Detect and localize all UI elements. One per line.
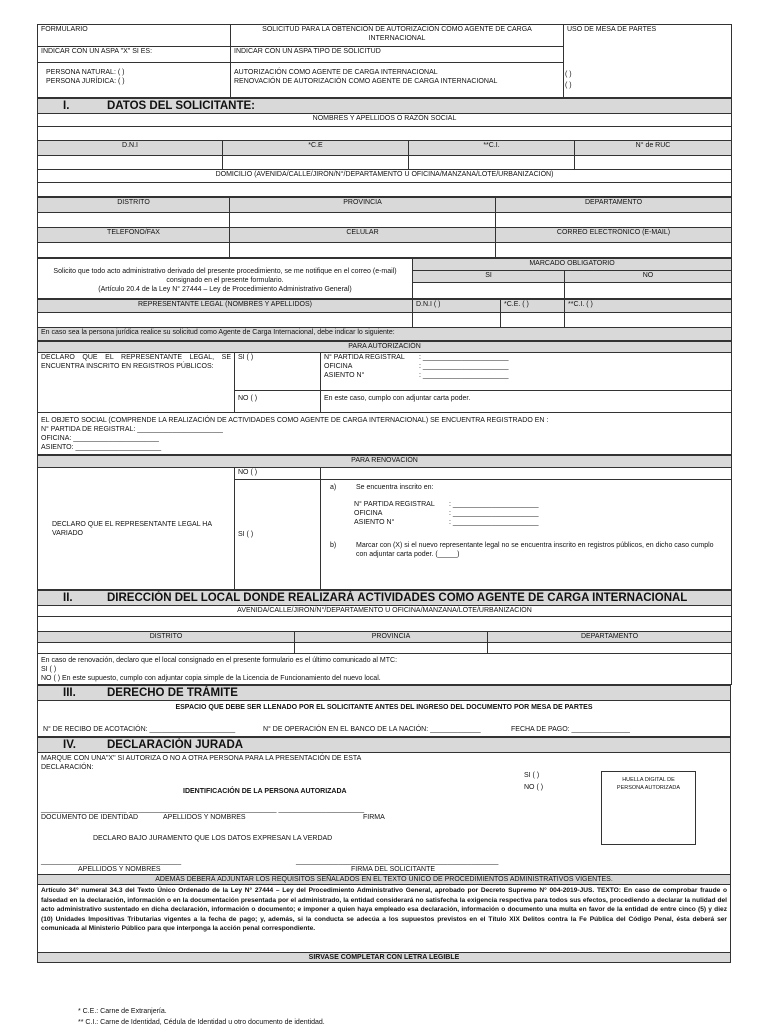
section-4-heading: IV. DECLARACIÓN JURADA	[38, 738, 731, 753]
departamento-label: DEPARTAMENTO	[496, 198, 732, 213]
correo-label: CORREO ELECTRÓNICO (E-MAIL)	[496, 228, 732, 243]
a-label: a)	[330, 484, 337, 491]
s2-departamento-field[interactable]	[488, 643, 732, 654]
renovacion-table	[37, 455, 732, 590]
obj-asiento-field[interactable]: ASIENTO: ______________________	[41, 444, 162, 451]
obj-oficina-field[interactable]: OFICINA: ______________________	[41, 435, 159, 442]
s4-si-checkbox[interactable]: SI ( )	[524, 772, 540, 779]
renov-asiento-label: ASIENTO N°	[354, 519, 395, 526]
section-3-heading: III. DERECHO DE TRÁMITE	[38, 686, 731, 701]
s2-provincia-label: PROVINCIA	[295, 632, 488, 643]
carta-poder-text: En este caso, cumplo con adjuntar carta poder.	[321, 391, 732, 413]
renov-oficina-field[interactable]: : ______________________	[449, 510, 539, 517]
s3-body	[38, 701, 731, 737]
autorizacion-table	[37, 341, 732, 455]
renov-si-checkbox[interactable]: SI ( )	[235, 480, 321, 590]
section-1-heading: I. DATOS DEL SOLICITANTE:	[38, 99, 732, 114]
ruc-label: N° de RUC	[575, 141, 732, 156]
persona-natural-checkbox[interactable]: PERSONA NATURAL: ( )	[46, 69, 125, 76]
operacion-field[interactable]: N° DE OPERACIÓN EN EL BANCO DE LA NACIÓN: _____________	[263, 726, 481, 733]
rep-ci-field[interactable]	[565, 313, 732, 328]
notif-no-field[interactable]	[565, 283, 732, 299]
tipo-renovacion-checkbox[interactable]: ( )	[565, 82, 572, 89]
ce-label: *C.E	[223, 141, 409, 156]
distrito-label: DISTRITO	[38, 198, 230, 213]
huella-box[interactable]: HUELLA DIGITAL DE PERSONA AUTORIZADA	[601, 771, 696, 845]
s4-marque-text: MARQUE CON UNA"X" SI AUTORIZA O NO A OTRA PERSONA PARA LA PRESENTACIÓN DE ESTA DECLARACIÓN:	[41, 755, 361, 771]
auth-no-checkbox[interactable]: NO ( )	[235, 391, 321, 413]
s2-distrito-field[interactable]	[38, 643, 295, 654]
domicilio-field[interactable]	[38, 183, 732, 197]
s4-firma-label: FIRMA	[363, 814, 385, 821]
s4-body	[38, 753, 731, 875]
s4-declaro-text: DECLARO BAJO JURAMENTO QUE LOS DATOS EXPRESAN LA VERDAD	[93, 835, 333, 842]
rep-ce-checkbox[interactable]: *C.E. ( )	[501, 300, 565, 313]
s4-apellidos2-label: APELLIDOS Y NOMBRES	[78, 866, 161, 873]
s4-doc-identidad-label: DOCUMENTO DE IDENTIDAD	[41, 814, 139, 821]
tipo-autorizacion-checkbox[interactable]: ( )	[565, 71, 572, 78]
oficina-label: OFICINA	[324, 363, 353, 370]
articulo-text: Artículo 34° numeral 34.3 del Texto Único Ordenado de la Ley N° 27444 – Ley del Procedimiento Administrativo General, aprobado por Decreto Supremo N° 004-2019-JUS. TEXTO: En caso de comprobar fraude o falsedad en la declaración, información o en la documentación presentada por el administrado, la entidad considerará no satisfecha la exigencia respectiva para todos sus efectos, procediendo a declarar la nulidad del acto administrativo sustentado en dicha declaración, información o documento; e imponer a quien haya empleado esa declaración, información o documento una multa en favor de la entidad de entre cinco (5) y diez (10) Unidades Impositivas Tributarias vigentes a la fecha de pago; y, además, si la conducta se adecúa a los supuestos previstos en el Título XIX Delitos contra la Fe Pública del Código Penal, ésta deberá ser comunicada al Ministerio Público para que interponga la acción penal correspondiente.	[38, 885, 731, 953]
objeto-social-block	[38, 413, 732, 455]
s2-renov-no-checkbox[interactable]: NO ( ) En este supuesto, cumplo con adjuntar copia simple de la Licencia de Funcionamiento del nuevo local.	[41, 675, 381, 682]
s2-direccion-label: AVENIDA/CALLE/JIRÓN/N°/DEPARTAMENTO U OFICINA/MANZANA/LOTE/URBANIZACIÓN	[38, 606, 732, 617]
s3-espacio-text: ESPACIO QUE DEBE SER LLENADO POR EL SOLICITANTE ANTES DEL INGRESO DEL DOCUMENTO POR MESA DE PARTES	[175, 704, 593, 711]
s2-provincia-field[interactable]	[295, 643, 488, 654]
oficina-field[interactable]: : ______________________	[419, 363, 509, 370]
representante-label: REPRESENTANTE LEGAL (NOMBRES Y APELLIDOS)	[38, 300, 413, 313]
declaro-inscrito-text: DECLARO QUE EL REPRESENTANTE LEGAL, SE ENCUENTRA INSCRITO EN REGISTROS PÚBLICOS:	[38, 353, 235, 413]
objeto-social-text: EL OBJETO SOCIAL (COMPRENDE LA REALIZACIÓN DE ACTIVIDADES COMO AGENTE DE CARGA INTERNACIONAL) SE ENCUENTRA REGISTRADO EN :	[41, 417, 549, 424]
caso-juridica-text: En caso sea la persona jurídica realice su solicitud como Agente de Carga Internacional, debe indicar lo siguiente:	[38, 328, 732, 341]
s2-departamento-label: DEPARTAMENTO	[488, 632, 732, 643]
notificacion-text: Solicito que todo acto administrativo derivado del presente procedimiento, se me notifique en el correo (e-mail) consignado en el presente formulario. (Artículo 20.4 de la Ley N° 27444 – Ley de Procedimiento Administrativo General)	[38, 259, 413, 299]
rep-dni-field[interactable]	[413, 313, 501, 328]
notif-no-label: NO	[565, 271, 732, 283]
tipo-renovacion-label: RENOVACIÓN DE AUTORIZACIÓN COMO AGENTE DE CARGA INTERNACIONAL	[234, 78, 498, 85]
ubicacion-table	[37, 197, 732, 258]
form-title: SOLICITUD PARA LA OBTENCIÓN DE AUTORIZACIÓN COMO AGENTE DE CARGA INTERNACIONAL	[231, 25, 564, 47]
fecha-pago-field[interactable]: FECHA DE PAGO: _______________	[511, 726, 630, 733]
celular-field[interactable]	[230, 243, 496, 258]
representante-table	[37, 299, 732, 341]
asiento-label: ASIENTO N°	[324, 372, 365, 379]
section-1-table	[37, 98, 732, 197]
renov-no-checkbox[interactable]: NO ( )	[235, 468, 321, 480]
ci-field[interactable]	[409, 156, 575, 170]
telefono-field[interactable]	[38, 243, 230, 258]
renov-partida-field[interactable]: : ______________________	[449, 501, 539, 508]
notif-si-field[interactable]	[413, 283, 565, 299]
renov-asiento-field[interactable]: : ______________________	[449, 519, 539, 526]
letra-legible-text: SIRVASE COMPLETAR CON LETRA LEGIBLE	[38, 953, 731, 963]
ruc-field[interactable]	[575, 156, 732, 170]
s4-apellidos-label: APELLIDOS Y NOMBRES	[163, 814, 246, 821]
tipo-renovacion-option[interactable]	[234, 77, 560, 86]
ce-field[interactable]	[223, 156, 409, 170]
nota-ce: * C.E.: Carne de Extranjería.	[78, 1008, 167, 1015]
recibo-field[interactable]: N° DE RECIBO DE ACOTACIÓN: ______________________	[43, 726, 236, 733]
dni-label: D.N.I	[38, 141, 223, 156]
rep-ci-checkbox[interactable]: **C.I. ( )	[565, 300, 732, 313]
s4-sig-line[interactable]: ______________________ ______________________________________ ______________________	[41, 806, 365, 813]
partida-label: N° PARTIDA REGISTRAL	[324, 354, 405, 361]
renov-oficina-label: OFICINA	[354, 510, 383, 517]
section-4-table	[37, 737, 731, 963]
representante-field[interactable]	[38, 313, 413, 328]
asiento-field[interactable]: : ______________________	[419, 372, 509, 379]
telefono-label: TELEFONO/FAX	[38, 228, 230, 243]
s4-firma-solicitante-label: FIRMA DEL SOLICITANTE	[351, 866, 436, 873]
departamento-field[interactable]	[496, 213, 732, 228]
b-text: Marcar con (X) si el nuevo representante legal no se encuentra inscrito en registros públicos, en dicho caso cumplo con adjuntar carta poder. (_____)	[356, 542, 714, 558]
a-text: Se encuentra inscrito en:	[356, 484, 434, 491]
header-table	[37, 24, 732, 98]
s4-sig-line-2[interactable]: ____________________________________	[41, 858, 182, 865]
formulario-label: FORMULARIO	[38, 25, 231, 47]
marcado-obligatorio-label: MARCADO OBLIGATORIO	[413, 259, 732, 271]
indicar-aspa-label: INDICAR CON UN ASPA "X" SI ES:	[38, 47, 231, 63]
obj-partida-field[interactable]: N° PARTIDA DE REGISTRAL: ______________________	[41, 426, 223, 433]
uso-mesa-partes: USO DE MESA DE PARTES	[564, 25, 732, 98]
partida-field[interactable]: : ______________________	[419, 354, 509, 361]
nombres-label: NOMBRES Y APELLIDOS O RAZÓN SOCIAL	[38, 114, 732, 127]
section-2-table	[37, 590, 732, 685]
s2-renov-si-checkbox[interactable]: SI ( )	[41, 666, 57, 673]
adjuntar-text: ADEMÁS DEBERÁ ADJUNTAR LOS REQUISITOS SEÑALADOS EN EL TEXTO ÚNICO DE PROCEDIMIENTOS ADMINISTRATIVOS VIGENTES.	[38, 875, 731, 885]
tipo-autorizacion-option[interactable]	[234, 68, 560, 77]
renov-partida-label: N° PARTIDA REGISTRAL	[354, 501, 435, 508]
rep-ce-field[interactable]	[501, 313, 565, 328]
s4-no-checkbox[interactable]: NO ( )	[524, 784, 544, 791]
s2-distrito-label: DISTRITO	[38, 632, 295, 643]
para-autorizacion-label: PARA AUTORIZACIÓN	[38, 342, 732, 353]
domicilio-label: DOMICILIO (AVENIDA/CALLE/JIRÓN/N°/DEPARTAMENTO U OFICINA/MANZANA/LOTE/URBANIZACIÓN)	[38, 170, 732, 183]
correo-field[interactable]	[496, 243, 732, 258]
auth-si-checkbox[interactable]: SI ( )	[235, 353, 321, 391]
provincia-field[interactable]	[230, 213, 496, 228]
s2-renov-text: En caso de renovación, declaro que el local consignado en el presente formulario es el último comunicado al MTC:	[41, 657, 398, 664]
ci-label: **C.I.	[409, 141, 575, 156]
section-3-table	[37, 685, 731, 737]
s4-sig-line-3[interactable]: ____________________________________________________	[296, 858, 499, 865]
rep-dni-checkbox[interactable]: D.N.I ( )	[413, 300, 501, 313]
tipo-autorizacion-label: AUTORIZACIÓN COMO AGENTE DE CARGA INTERNACIONAL	[234, 69, 438, 76]
para-renovacion-label: PARA RENOVACIÓN	[38, 456, 732, 468]
celular-label: CELULAR	[230, 228, 496, 243]
s4-identificacion-label: IDENTIFICACIÓN DE LA PERSONA AUTORIZADA	[183, 788, 347, 795]
persona-juridica-checkbox[interactable]: PERSONA JURÍDICA: ( )	[46, 78, 125, 85]
b-label: b)	[330, 542, 337, 549]
section-2-heading: II. DIRECCIÓN DEL LOCAL DONDE REALIZARÁ ACTIVIDADES COMO AGENTE DE CARGA INTERNACIONAL	[38, 591, 732, 606]
dni-field[interactable]	[38, 156, 223, 170]
distrito-field[interactable]	[38, 213, 230, 228]
provincia-label: PROVINCIA	[230, 198, 496, 213]
indicar-tipo-label: INDICAR CON UN ASPA TIPO DE SOLICITUD	[231, 47, 564, 63]
declaro-variado-text: DECLARO QUE EL REPRESENTANTE LEGAL HA VARIADO	[38, 468, 235, 590]
nota-ci: ** C.I.: Carne de Identidad, Cédula de Identidad u otro documento de identidad.	[78, 1019, 325, 1026]
notif-si-label: SI	[413, 271, 565, 283]
nombres-field[interactable]	[38, 127, 732, 141]
notificacion-table	[37, 258, 732, 299]
s2-renovacion-block	[38, 654, 732, 685]
s2-direccion-field[interactable]	[38, 617, 732, 632]
application-form	[37, 24, 731, 963]
